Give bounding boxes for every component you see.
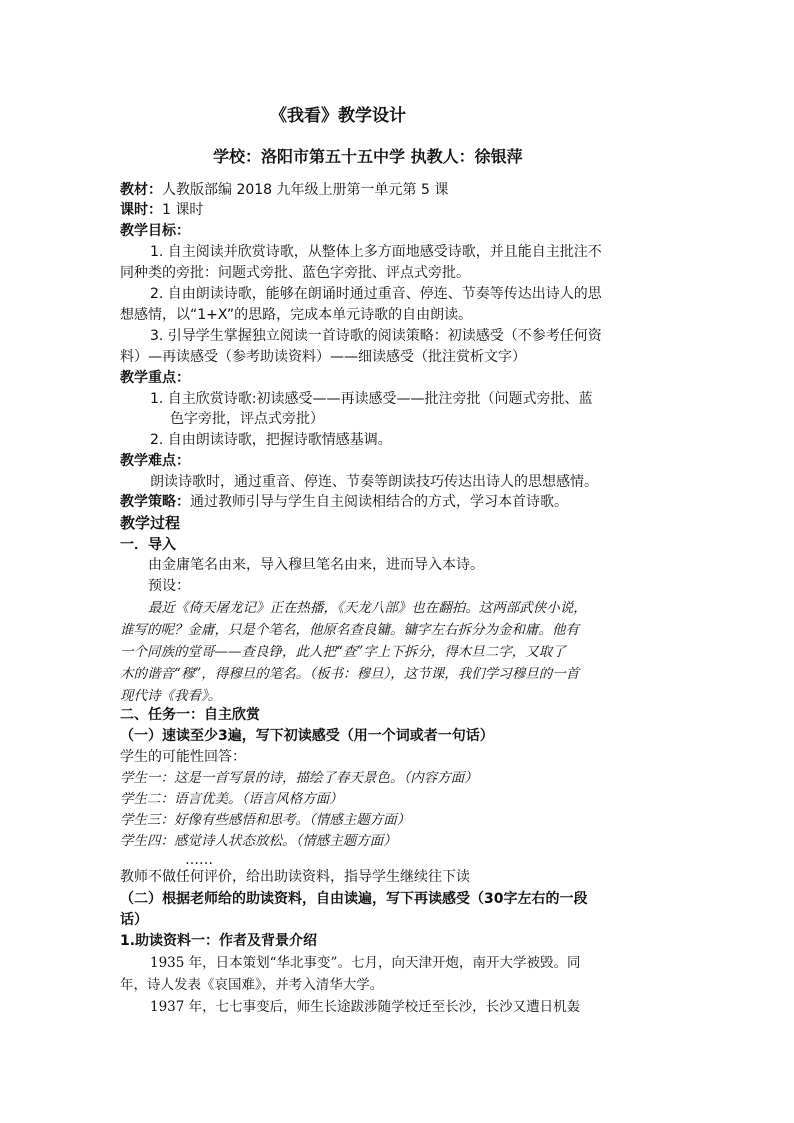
answers-ellipsis: …… xyxy=(185,852,213,868)
strategy-line xyxy=(120,492,568,512)
textbook-value: 人教版部编 2018 九年级上册第一单元第 5 课 xyxy=(162,182,449,198)
objective-line: 1. 自主阅读并欣赏诗歌，从整体上多方面地感受诗歌，并且能自主批注不 xyxy=(150,244,602,260)
period-label: 课时： xyxy=(120,202,162,218)
key-point-line: 1. 自主欣赏诗歌:初读感受——再读感受——批注旁批（问题式旁批、蓝 xyxy=(150,391,593,407)
objective-line: 料）—再读感受（参考助读资料）——细读感受（批注赏析文字） xyxy=(120,349,526,365)
key-points-heading: 教学重点： xyxy=(120,370,190,386)
teacher-note: 教师不做任何评价，给出助读资料，指导学生继续往下读 xyxy=(120,869,470,885)
task1-sub2-cont: 话） xyxy=(120,912,148,928)
period-value: 1 课时 xyxy=(162,202,204,218)
objective-line: 同种类的旁批：问题式旁批、蓝色字旁批、评点式旁批。 xyxy=(120,265,470,281)
process-heading: 教学过程 xyxy=(120,514,181,532)
school-teacher-line: 学校：洛阳市第五十五中学 执教人：徐银萍 xyxy=(213,147,523,166)
textbook-line xyxy=(120,180,448,200)
preset-line: 现代诗《我看》。 xyxy=(120,688,222,704)
period-line xyxy=(120,200,203,220)
possible-answers-label: 学生的可能性回答： xyxy=(120,749,246,765)
preset-line: 木的谐音“穆”，得穆旦的笔名。（板书：穆旦），这节课，我们学习穆旦的一首 xyxy=(120,666,580,682)
student-answer: 学生四：感觉诗人状态放松。（情感主题方面） xyxy=(120,833,397,849)
preset-line: 谁写的呢？金庸，只是个笔名，他原名查良镛。镛字左右拆分为金和庸。他有 xyxy=(120,622,579,638)
objective-line: 2. 自由朗读诗歌，能够在朗诵时通过重音、停连、节奏等传达出诗人的思 xyxy=(150,286,602,302)
material-line: 1937 年，七七事变后，师生长途跋涉随学校迁至长沙，长沙又遭日机轰 xyxy=(150,999,581,1015)
intro-text: 由金庸笔名由来，导入穆旦笔名由来，进而导入本诗。 xyxy=(148,557,484,573)
objective-line: 想感情，以“1+X”的思路，完成本单元诗歌的自由朗读。 xyxy=(120,307,473,323)
strategy-label: 教学策略： xyxy=(120,494,190,510)
material-line: 1935 年，日本策划“华北事变”。七月，向天津开炮，南开大学被毁。同 xyxy=(150,955,581,971)
material-line: 年，诗人发表《哀国难》，并考入清华大学。 xyxy=(120,977,384,993)
difficulties-text: 朗读诗歌时，通过重音、停连、节奏等朗读技巧传达出诗人的思想感情。 xyxy=(150,474,598,490)
preset-label: 预设： xyxy=(148,578,190,594)
material-heading: 1.助读资料一：作者及背景介绍 xyxy=(120,933,318,949)
student-answer: 学生三：好像有些感悟和思考。（情感主题方面） xyxy=(120,812,411,828)
textbook-label: 教材： xyxy=(120,182,162,198)
objectives-heading: 教学目标： xyxy=(120,223,190,239)
student-answer: 学生一：这是一首写景的诗，描绘了春天景色。（内容方面） xyxy=(120,770,478,786)
task1-sub1: （一）速读至少3遍，写下初读感受（用一个词或者一句话） xyxy=(120,728,494,744)
document-title: 《我看》教学设计 xyxy=(270,106,406,126)
student-answer: 学生二：语言优美。（语言风格方面） xyxy=(120,791,343,807)
task1-sub2: （二）根据老师给的助读资料，自由读遍，写下再读感受（30字左右的一段 xyxy=(120,891,588,907)
intro-heading: 一．导入 xyxy=(120,537,176,553)
key-point-line: 色字旁批，评点式旁批） xyxy=(170,411,324,427)
strategy-value: 通过教师引导与学生自主阅读相结合的方式，学习本首诗歌。 xyxy=(190,494,568,510)
preset-line: 一个同族的堂哥——查良铮，此人把“查”字上下拆分，得木旦二字，又取了 xyxy=(120,644,566,660)
difficulties-heading: 教学难点： xyxy=(120,453,190,469)
objective-line: 3. 引导学生掌握独立阅读一首诗歌的阅读策略：初读感受（不参考任何资 xyxy=(150,328,602,344)
key-point-line: 2. 自由朗读诗歌，把握诗歌情感基调。 xyxy=(150,432,392,448)
task1-heading: 二、任务一：自主欣赏 xyxy=(120,707,260,723)
preset-line: 最近《倚天屠龙记》正在热播，《天龙八部》也在翻拍。这两部武侠小说， xyxy=(148,600,587,616)
